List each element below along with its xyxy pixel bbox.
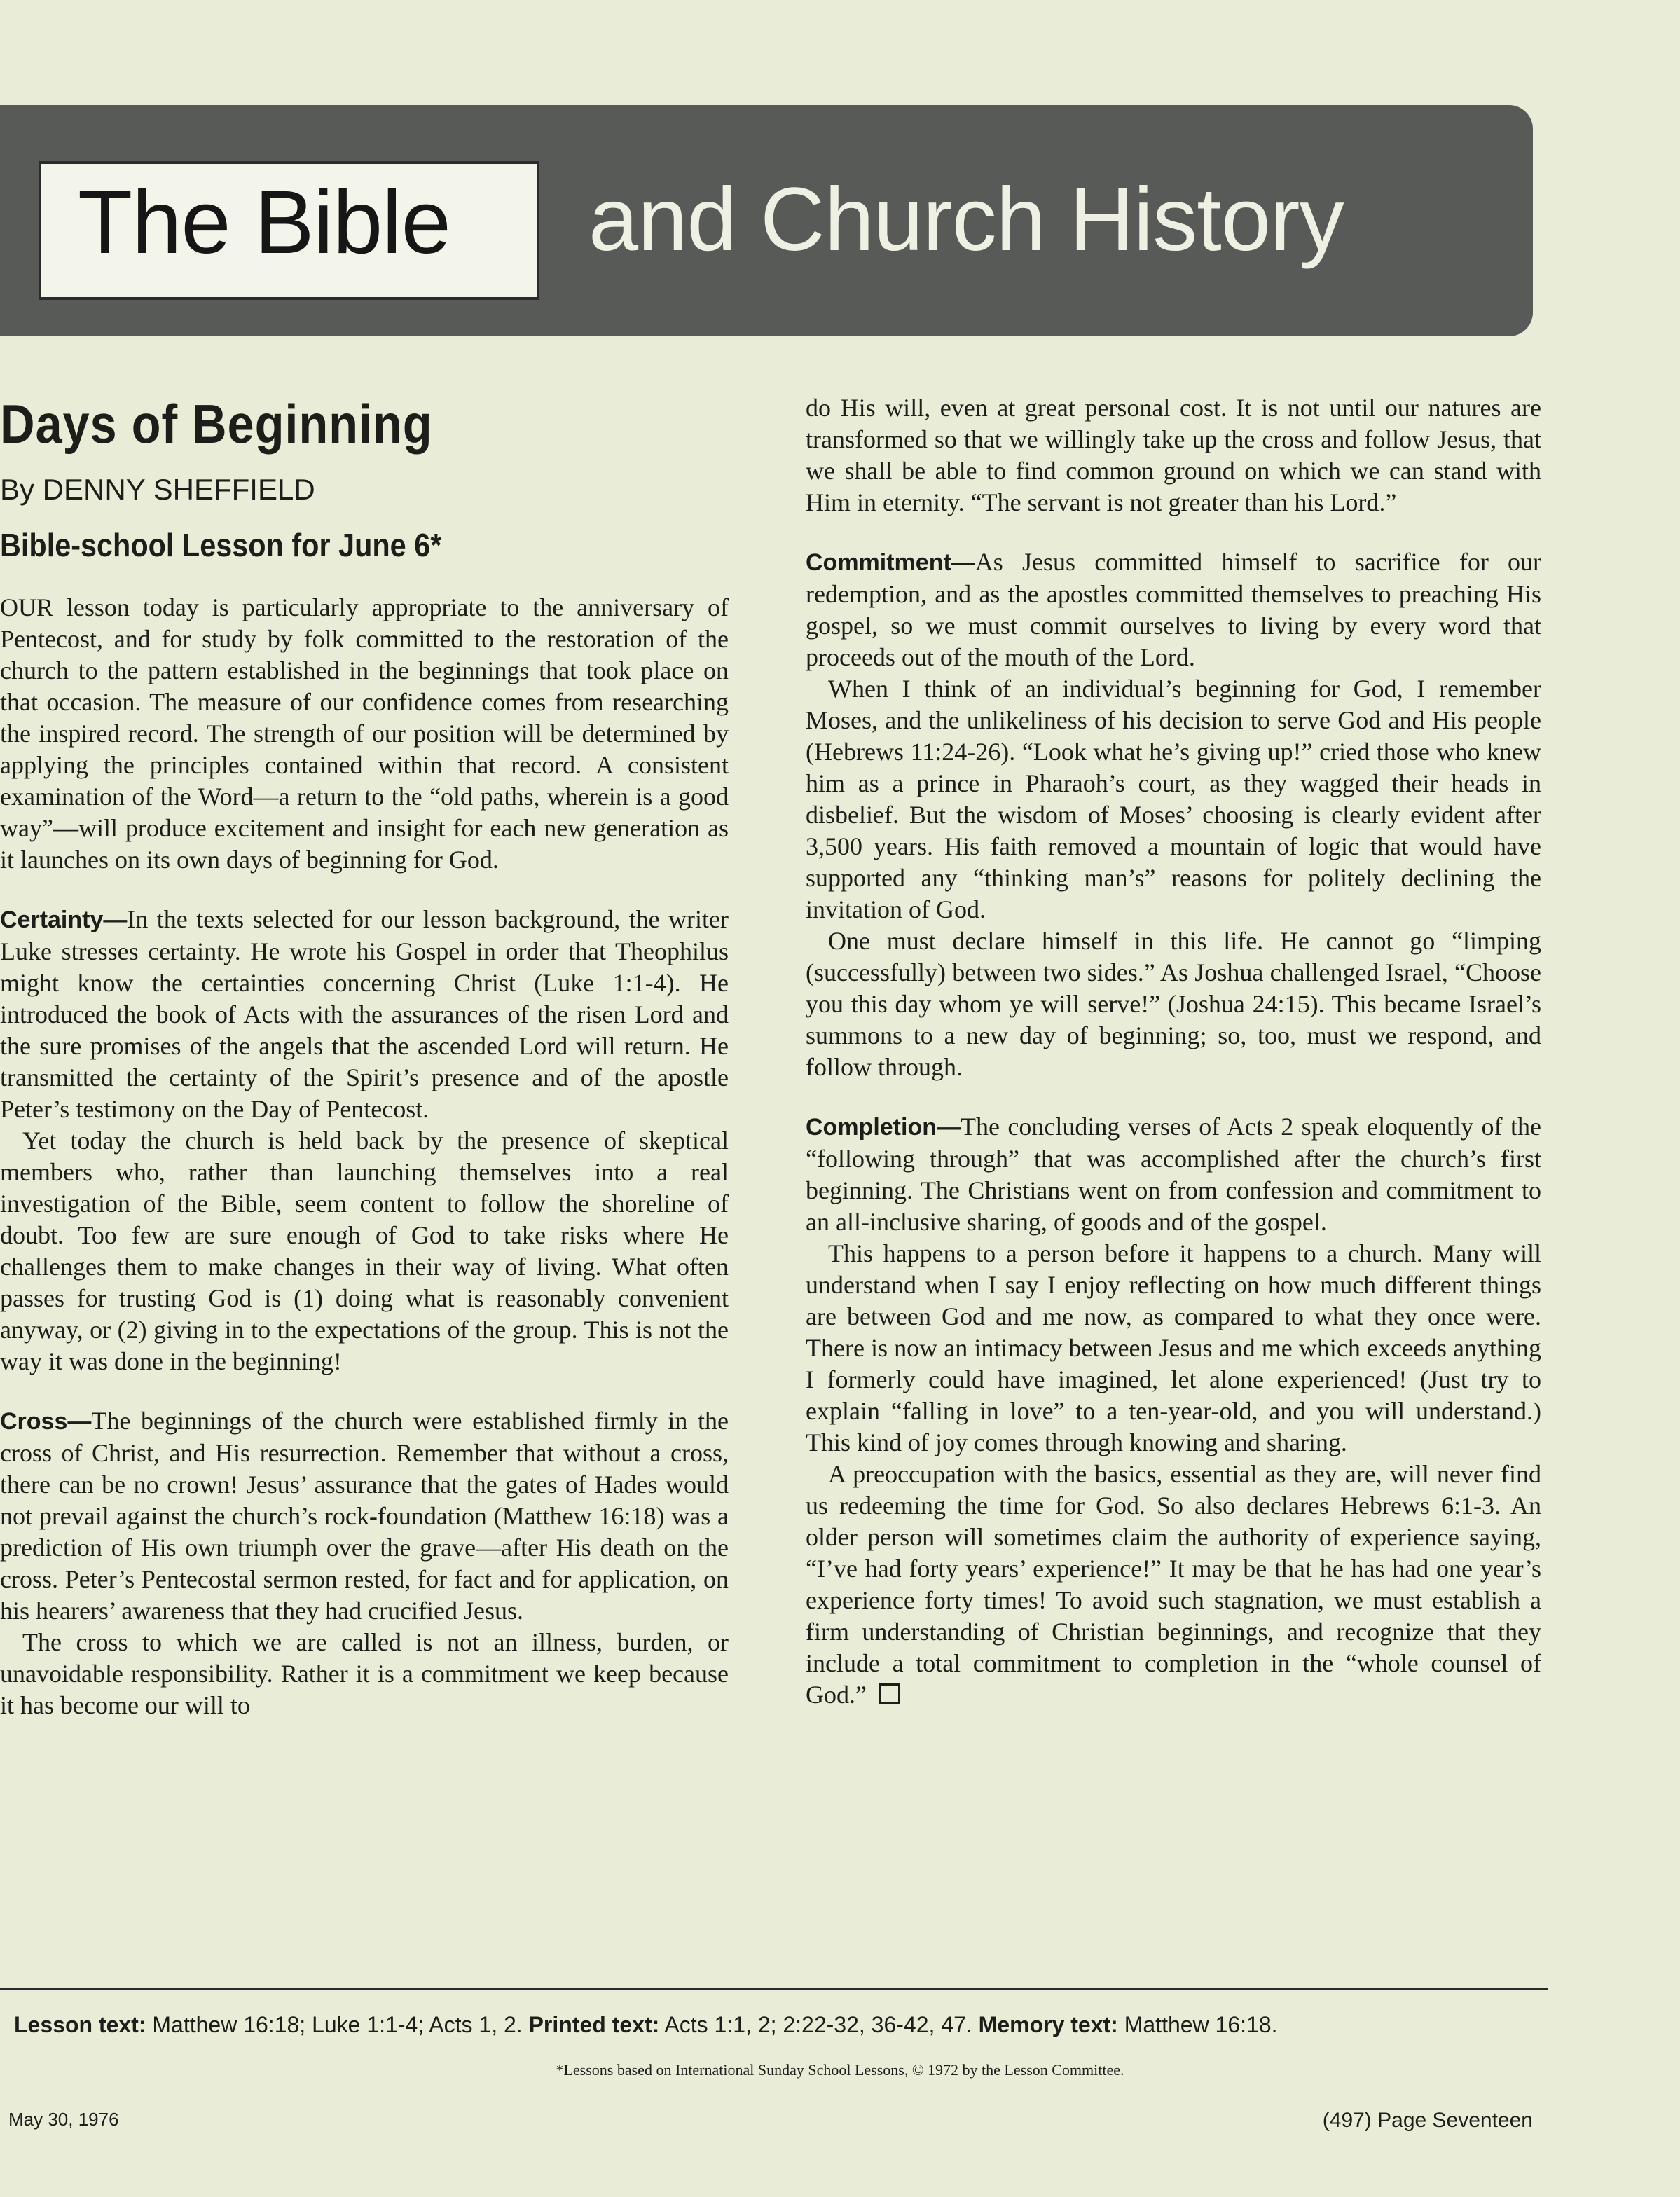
footnote: *Lessons based on International Sunday School Lessons, © 1972 by the Lesson Committee. bbox=[556, 2061, 1124, 2079]
paragraph-text: This happens to a person before it happens to a church. Many will understand when I say I enjoy reflecting on how much different things are between God and me now, as compared to what they once were. There is now an intimacy between Jesus and me which exceeds anything I formerly could have imagined, let alone experienced! (Just try to explain “falling in love” to a ten-year-old, and you will understand.) This kind of joy comes through knowing and sharing. bbox=[806, 1239, 1541, 1456]
paragraph-text: Yet today the church is held back by the presence of skeptical members who, rather than launching themselves into a real investigation of the Bible, seem content to follow the shoreline of doubt. Too few are sure enough of God to take risks where He challenges them to make changes in their way of living. What often passes for trusting God is (1) doing what is reasonably convenient anyway, or (2) giving in to the expectations of the group. This is not the way it was done in the beginning! bbox=[0, 1127, 729, 1375]
paragraph bbox=[806, 1111, 1541, 1238]
byline: By DENNY SHEFFIELD bbox=[0, 473, 315, 506]
lesson-subtitle: Bible-school Lesson for June 6* bbox=[0, 527, 442, 563]
paragraph-text: As Jesus committed himself to sacrifice for our redemption, and as the apostles committed themselves to preaching His gospel, so we must commit ourselves to living by every word that proceeds out of the mouth of the Lord. bbox=[806, 548, 1541, 671]
paragraph bbox=[806, 673, 1541, 925]
banner-title-right: and Church History bbox=[588, 170, 1344, 270]
paragraph bbox=[0, 1405, 729, 1627]
paragraph bbox=[806, 1238, 1541, 1459]
right-column bbox=[806, 392, 1541, 1711]
paragraph-text: The cross to which we are called is not an illness, burden, or unavoidable responsibility. Rather it is a commitment we keep because it has become our will to bbox=[0, 1628, 729, 1719]
memory-label: Memory text: bbox=[978, 2012, 1118, 2037]
end-mark bbox=[879, 1683, 900, 1704]
lesson-label: Lesson text: bbox=[14, 2012, 146, 2037]
paragraph bbox=[0, 592, 729, 876]
article-title: Days of Beginning bbox=[0, 393, 433, 455]
section-heading-certainty: Certainty— bbox=[0, 907, 128, 933]
footer-date: May 30, 1976 bbox=[8, 2109, 119, 2130]
paragraph-text: do His will, even at great personal cost. It is not until our natures are transformed so that we willingly take up the cross and follow Jesus, that we shall be able to find common ground on which we can stand with Him in eternity. “The servant is not greater than his Lord.” bbox=[806, 394, 1541, 516]
printed-label: Printed text: bbox=[528, 2012, 660, 2037]
paragraph-text: When I think of an individual’s beginning for God, I remember Moses, and the unlikeliness of his decision to serve God and His people (Hebrews 11:24-26). “Look what he’s giving up!” cried those who knew him as a prince in Pharaoh’s court, as they wagged their heads in disbelief. But the wisdom of Moses’ choosing is clearly evident after 3,500 years. His faith removed a mountain of logic that would have supported any “thinking man’s” reasons for politely declining the invitation of God. bbox=[806, 675, 1541, 923]
section-heading-completion: Completion— bbox=[806, 1114, 961, 1141]
paragraph bbox=[806, 392, 1541, 518]
memory-value: Matthew 16:18. bbox=[1117, 2012, 1278, 2037]
banner-title-box bbox=[39, 161, 539, 300]
printed-value: Acts 1:1, 2; 2:22-32, 36-42, 47. bbox=[659, 2012, 979, 2037]
paragraph-text: In the texts selected for our lesson background, the writer Luke stresses certainty. He wrote his Gospel in order that Theophilus might know the certainties concerning Christ (Luke 1:1-4). He introduced the book of Acts with the assurances of the risen Lord and the sure promises of the angels that the ascended Lord will return. He transmitted the certainty of the Spirit’s presence and of the apostle Peter’s testimony on the Day of Pentecost. bbox=[0, 905, 729, 1123]
paragraph bbox=[806, 1459, 1541, 1711]
paragraph-text: OUR lesson today is particularly appropriate to the anniversary of Pentecost, and for study by folk committed to the restoration of the church to the pattern established in the beginnings that took place on that occasion. The measure of our confidence comes from researching the inspired record. The strength of our position will be determined by applying the principles contained within that record. A consistent examination of the Word—a return to the “old paths, wherein is a good way”—will produce excitement and insight for each new generation as it launches on its own days of beginning for God. bbox=[0, 593, 729, 874]
paragraph-text: One must declare himself in this life. He cannot go “limping (successfully) between two sides.” As Joshua challenged Israel, “Choose you this day whom ye will serve!” (Joshua 24:15). This became Israel’s summons to a new day of beginning; so, too, must we respond, and follow through. bbox=[806, 927, 1541, 1081]
section-banner bbox=[0, 105, 1533, 336]
left-body bbox=[0, 592, 729, 1721]
lesson-value: Matthew 16:18; Luke 1:1-4; Acts 1, 2. bbox=[146, 2012, 529, 2037]
page-number: (497) Page Seventeen bbox=[1322, 2109, 1533, 2132]
paragraph bbox=[806, 925, 1541, 1083]
paragraph bbox=[0, 1627, 729, 1721]
divider-rule bbox=[0, 1988, 1548, 1990]
banner-title-left: The Bible bbox=[78, 172, 450, 273]
paragraph-text: The concluding verses of Acts 2 speak eloquently of the “following through” that was accomplished after the church’s first beginning. The Christians went on from confession and commitment to an all-inclusive sharing, of goods and of the gospel. bbox=[806, 1113, 1541, 1236]
left-column bbox=[0, 392, 729, 1721]
lesson-references bbox=[14, 2012, 1548, 2038]
paragraph bbox=[0, 1125, 729, 1377]
paragraph-text: A preoccupation with the basics, essential as they are, will never find us redeeming the time for God. So also declares Hebrews 6:1-3. An older person will sometimes claim the authority of experience saying, “I’ve had forty years’ experience!” It may be that he has had one year’s experience forty times! To avoid such stagnation, we must establish a firm understanding of Christian beginnings, and recognize that they include a total commitment to completion in the “whole counsel of God.” bbox=[806, 1460, 1541, 1709]
paragraph bbox=[0, 904, 729, 1125]
section-heading-commitment: Commitment— bbox=[806, 549, 975, 576]
paragraph-text: The beginnings of the church were established firmly in the cross of Christ, and His resurrection. Remember that without a cross, there can be no crown! Jesus’ assurance that the gates of Hades would not prevail against the church’s rock-foundation (Matthew 16:18) was a prediction of His own triumph over the grave—after His death on the cross. Peter’s Pentecostal sermon rested, for fact and for application, on his hearers’ awareness that they had crucified Jesus. bbox=[0, 1407, 729, 1625]
section-heading-cross: Cross— bbox=[0, 1408, 92, 1435]
paragraph bbox=[806, 546, 1541, 673]
